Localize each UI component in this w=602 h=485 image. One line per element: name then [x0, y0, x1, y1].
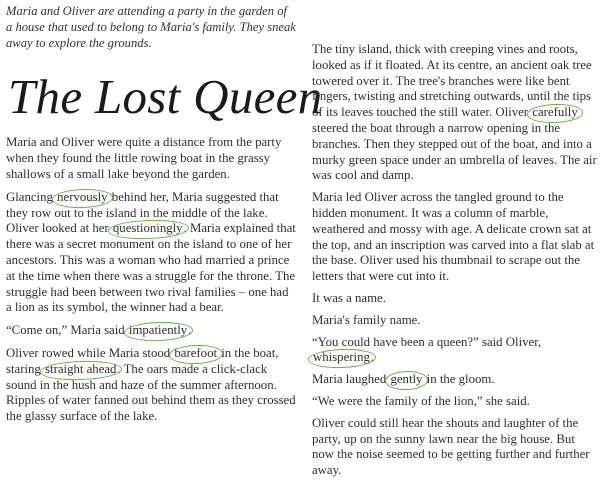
- highlighted-word: barefoot: [174, 345, 218, 360]
- paragraph-1: Maria and Oliver were quite a distance from the party when they found the little rowing boat in the grassy shallows of a small lake beyond the garden.: [6, 135, 282, 181]
- text-span: “Come on,” Maria said: [6, 323, 128, 338]
- paragraph-8: Maria's family name.: [312, 312, 421, 327]
- paragraph-7: It was a name.: [312, 290, 386, 305]
- text-span: .: [370, 350, 375, 365]
- highlighted-word: gently: [390, 372, 423, 387]
- story-intro: Maria and Oliver are attending a party in the garden of a house that used to belong to Maria's family. They sneak away to explore the grounds.: [6, 4, 296, 50]
- text-span: . Maria explained that there was a secret monument on the island to one of her ancestors. This was a woman who had married a prince at the time when there was a struggle for the throne. The struggle had been between two rival families – one had a lion as its symbol, the winner had a bear.: [6, 221, 296, 315]
- text-span: The tiny island, thick with creeping vines and roots, looked as if it floated. At its centre, an ancient oak tree towered over it. The tree's branches were like bent fingers, twisting and stretching outwards, until the tips of its leaves touched the still water. Oliver: [312, 42, 592, 120]
- text-span: “You could have been a queen?” said Oliver,: [312, 334, 542, 349]
- highlighted-word: impatiently: [128, 323, 188, 338]
- paragraph-12: Oliver could still hear the shouts and laughter of the party, up on the sunny lawn near the big house. But now the noise seemed to be getting further and further away.: [312, 415, 590, 478]
- paragraph-3: [6, 323, 296, 339]
- paragraph-11: “We were the family of the lion,” she said.: [312, 393, 530, 408]
- highlighted-word: straight ahead: [45, 361, 117, 376]
- paragraph-9: [312, 335, 598, 367]
- text-span: Maria laughed: [312, 372, 390, 387]
- highlighted-word: nervously: [57, 189, 108, 204]
- highlighted-word: questioningly: [112, 221, 183, 236]
- text-span: in the gloom.: [423, 372, 495, 387]
- text-span: in the boat, staring: [6, 345, 279, 376]
- paragraph-6: Maria led Oliver across the tangled ground to the hidden monument. It was a column of marble, weathered and mossy with age. A delicate crown sat at the top, and an inscription was carved into a flat slab at the base. Oliver used his thumbnail to scrape out the letters that were cut into it.: [312, 190, 595, 284]
- text-span: .: [188, 323, 192, 338]
- highlighted-word: whispering: [313, 350, 370, 365]
- highlighted-word: carefully: [532, 105, 578, 120]
- story-title: The Lost Queen: [8, 69, 323, 125]
- text-span: Oliver rowed while Maria stood: [6, 345, 174, 360]
- left-column: [6, 4, 323, 432]
- paragraph-5: [312, 42, 598, 184]
- text-span: steered the boat through a narrow opening in the branches. Then they stepped out of the boat, and into a murky green space under an umbrella of leaves. The air was cool and damp.: [312, 120, 597, 183]
- text-span: Glancing: [6, 189, 57, 204]
- paragraph-4: [6, 346, 296, 425]
- right-column: [312, 42, 598, 485]
- paragraph-10: [312, 372, 598, 388]
- text-span: behind her, Maria suggested that they row out to the island in the middle of the lake. Oliver looked at her: [6, 189, 279, 236]
- paragraph-2: [6, 190, 296, 316]
- text-span: . The oars made a click-clack sound in the hush and haze of the summer afternoon. Ripples of water fanned out behind them as they crossed the glassy surface of the lake.: [6, 361, 296, 424]
